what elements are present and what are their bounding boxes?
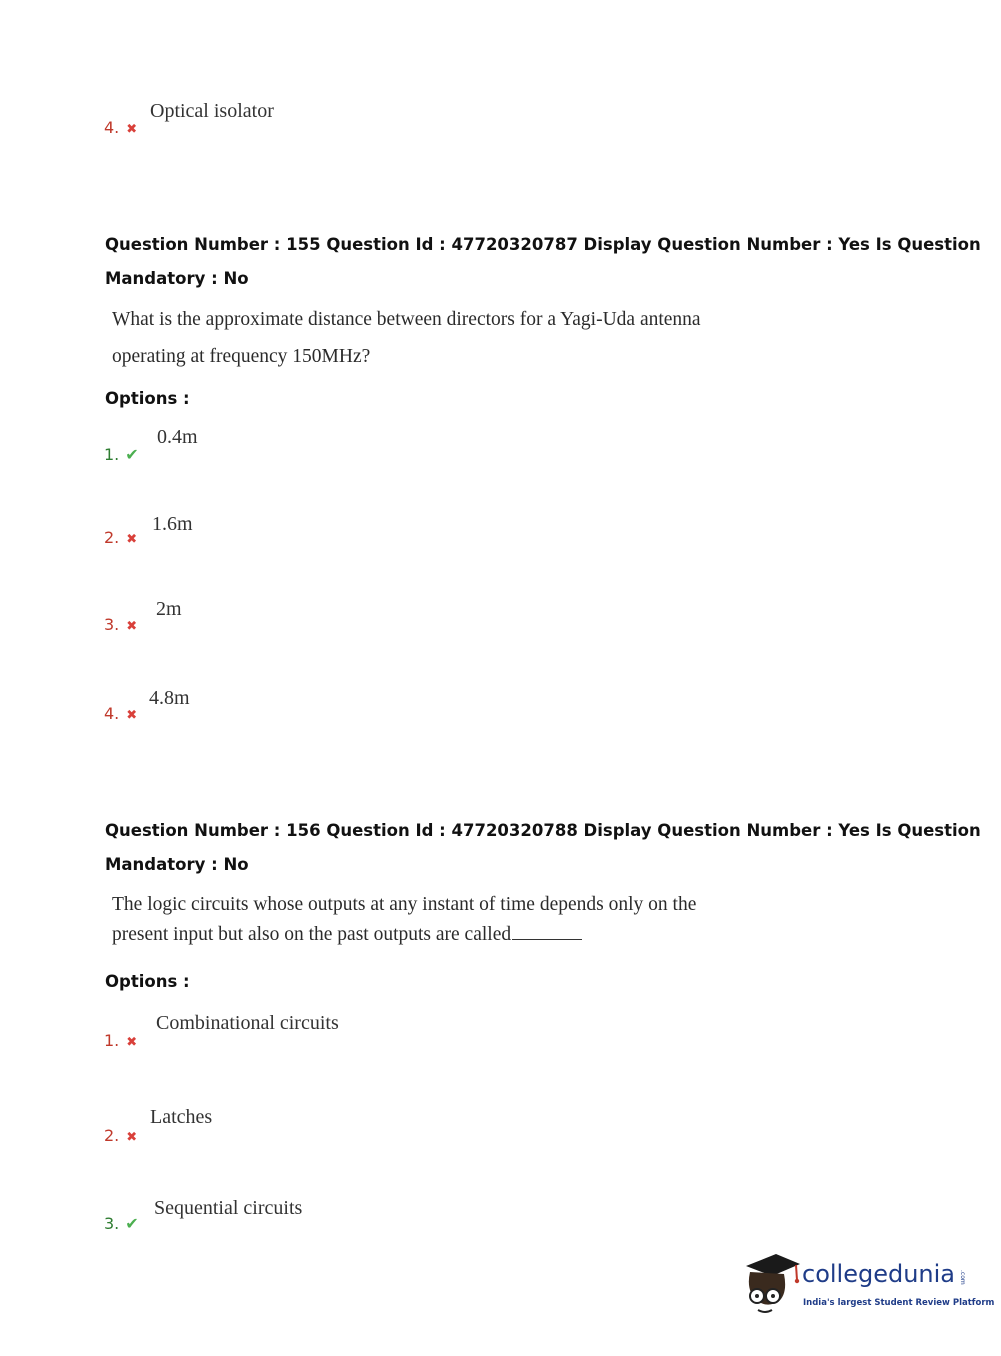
option-text: Optical isolator — [150, 100, 274, 122]
option-number-label: 2. — [104, 1126, 120, 1145]
question-header: Question Number : 155 Question Id : 47720320787 Display Question Number : Yes Is Question — [105, 235, 981, 254]
option-number-label: 2. — [104, 528, 120, 547]
question-text: operating at frequency 150MHz? — [112, 346, 371, 367]
option-text: 4.8m — [149, 687, 190, 709]
option-number — [104, 705, 137, 725]
option-number-label: 1. — [104, 445, 120, 464]
question-text: present input but also on the past outputs are called — [112, 924, 512, 945]
options-label: Options : — [105, 389, 190, 408]
wrong-icon: ✖ — [126, 532, 138, 547]
question-header-mandatory: Mandatory : No — [105, 855, 249, 874]
wrong-icon: ✖ — [126, 1035, 138, 1050]
option-text: Combinational circuits — [156, 1012, 339, 1034]
option-text: 1.6m — [152, 513, 193, 535]
option-number — [104, 1032, 137, 1052]
mascot-icon — [742, 1250, 802, 1320]
wrong-icon: ✖ — [126, 619, 138, 634]
option-number-label: 3. — [104, 615, 120, 634]
question-text-line2 — [112, 924, 582, 946]
check-icon: ✔ — [125, 445, 139, 464]
collegedunia-logo — [742, 1250, 995, 1320]
option-number-label: 4. — [104, 704, 120, 723]
option-text: Latches — [150, 1106, 213, 1128]
logo-wordmark: collegedunia — [802, 1260, 956, 1288]
option-number — [104, 616, 137, 636]
wrong-icon: ✖ — [126, 708, 138, 723]
wrong-icon: ✖ — [126, 1130, 138, 1145]
question-header-mandatory: Mandatory : No — [105, 269, 249, 288]
option-number-label: 4. — [104, 118, 120, 137]
logo-tagline: India's largest Student Review Platform — [803, 1298, 995, 1308]
option-text: Sequential circuits — [154, 1197, 303, 1219]
option-number — [104, 529, 137, 549]
logo-suffix: .com — [959, 1270, 966, 1285]
answer-blank — [512, 939, 582, 940]
option-number-label: 3. — [104, 1214, 120, 1233]
option-number — [104, 1127, 137, 1147]
option-text: 2m — [156, 598, 182, 620]
option-number — [104, 446, 139, 464]
check-icon: ✔ — [125, 1214, 139, 1233]
option-number-label: 1. — [104, 1031, 120, 1050]
option-number — [104, 1215, 139, 1233]
option-text: 0.4m — [157, 426, 198, 448]
option-number — [104, 119, 137, 139]
question-text: The logic circuits whose outputs at any instant of time depends only on the — [112, 894, 697, 915]
wrong-icon: ✖ — [126, 122, 138, 137]
options-label: Options : — [105, 972, 190, 991]
question-header: Question Number : 156 Question Id : 47720320788 Display Question Number : Yes Is Question — [105, 821, 981, 840]
question-text: What is the approximate distance between directors for a Yagi-Uda antenna — [112, 309, 701, 330]
